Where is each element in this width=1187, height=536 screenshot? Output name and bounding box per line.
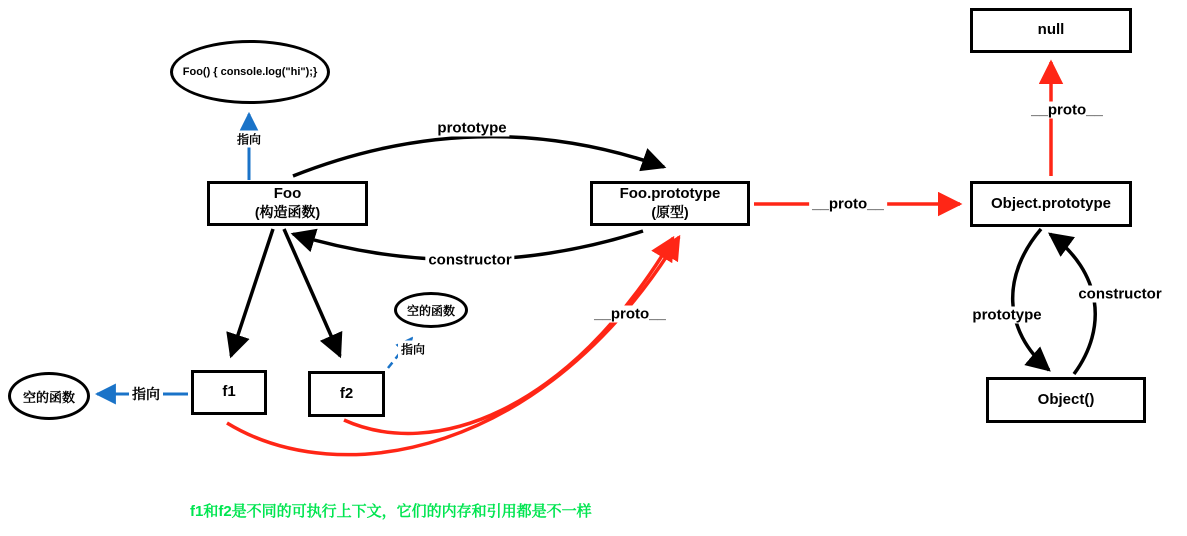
foo-to-f2-arrow [284,229,340,356]
proto-to-null-label: __proto__ [1028,102,1106,119]
foo-box [207,181,368,226]
foo-to-f1-arrow [231,229,273,356]
object-prototype-box [970,181,1132,227]
null-box [970,8,1132,53]
foo-prototype-arrow [293,137,664,176]
object-constructor-arrow [1050,234,1095,374]
foo-title: Foo [273,185,302,203]
constructor-right-label: constructor [1075,286,1164,303]
f2-box [308,371,385,417]
empty-function-right-ellipse [394,292,468,328]
f1-proto-arrow [227,237,679,455]
prototype-right-label: prototype [969,307,1044,324]
constructor-mid-label: constructor [425,252,514,269]
object-function-title: Object() [1037,390,1095,408]
proto-from-f1-f2-label: __proto__ [591,306,669,323]
foo-function-body-label: Foo() { console.log("hi");} [182,66,318,78]
foo-prototype-title: Foo.prototype [619,185,721,203]
diagram-note: f1和f2是不同的可执行上下文，它们的内存和引用都是不一样 [190,503,592,520]
points-to-top-label: 指向 [234,131,264,148]
points-to-f2-label: 指向 [398,341,428,358]
foo-prototype-box [590,181,750,226]
object-prototype-title: Object.prototype [990,194,1111,212]
f1-title: f1 [222,383,236,401]
empty-function-left-ellipse [8,372,90,420]
empty-function-right-label: 空的函数 [406,303,455,318]
points-to-f1-label: 指向 [129,384,163,404]
proto-horizontal-label: __proto__ [809,196,887,213]
empty-function-left-label: 空的函数 [22,389,75,405]
objectprototype-prototype-arrow [1013,229,1049,370]
prototype-top-label: prototype [434,120,509,137]
foo-subtitle: (构造函数) [254,204,321,221]
object-function-box [986,377,1146,423]
f1-box [191,370,267,415]
null-title: null [1037,21,1065,39]
foo-prototype-subtitle: (原型) [651,204,689,221]
f2-title: f2 [339,384,354,402]
foo-function-body-ellipse [170,40,330,104]
